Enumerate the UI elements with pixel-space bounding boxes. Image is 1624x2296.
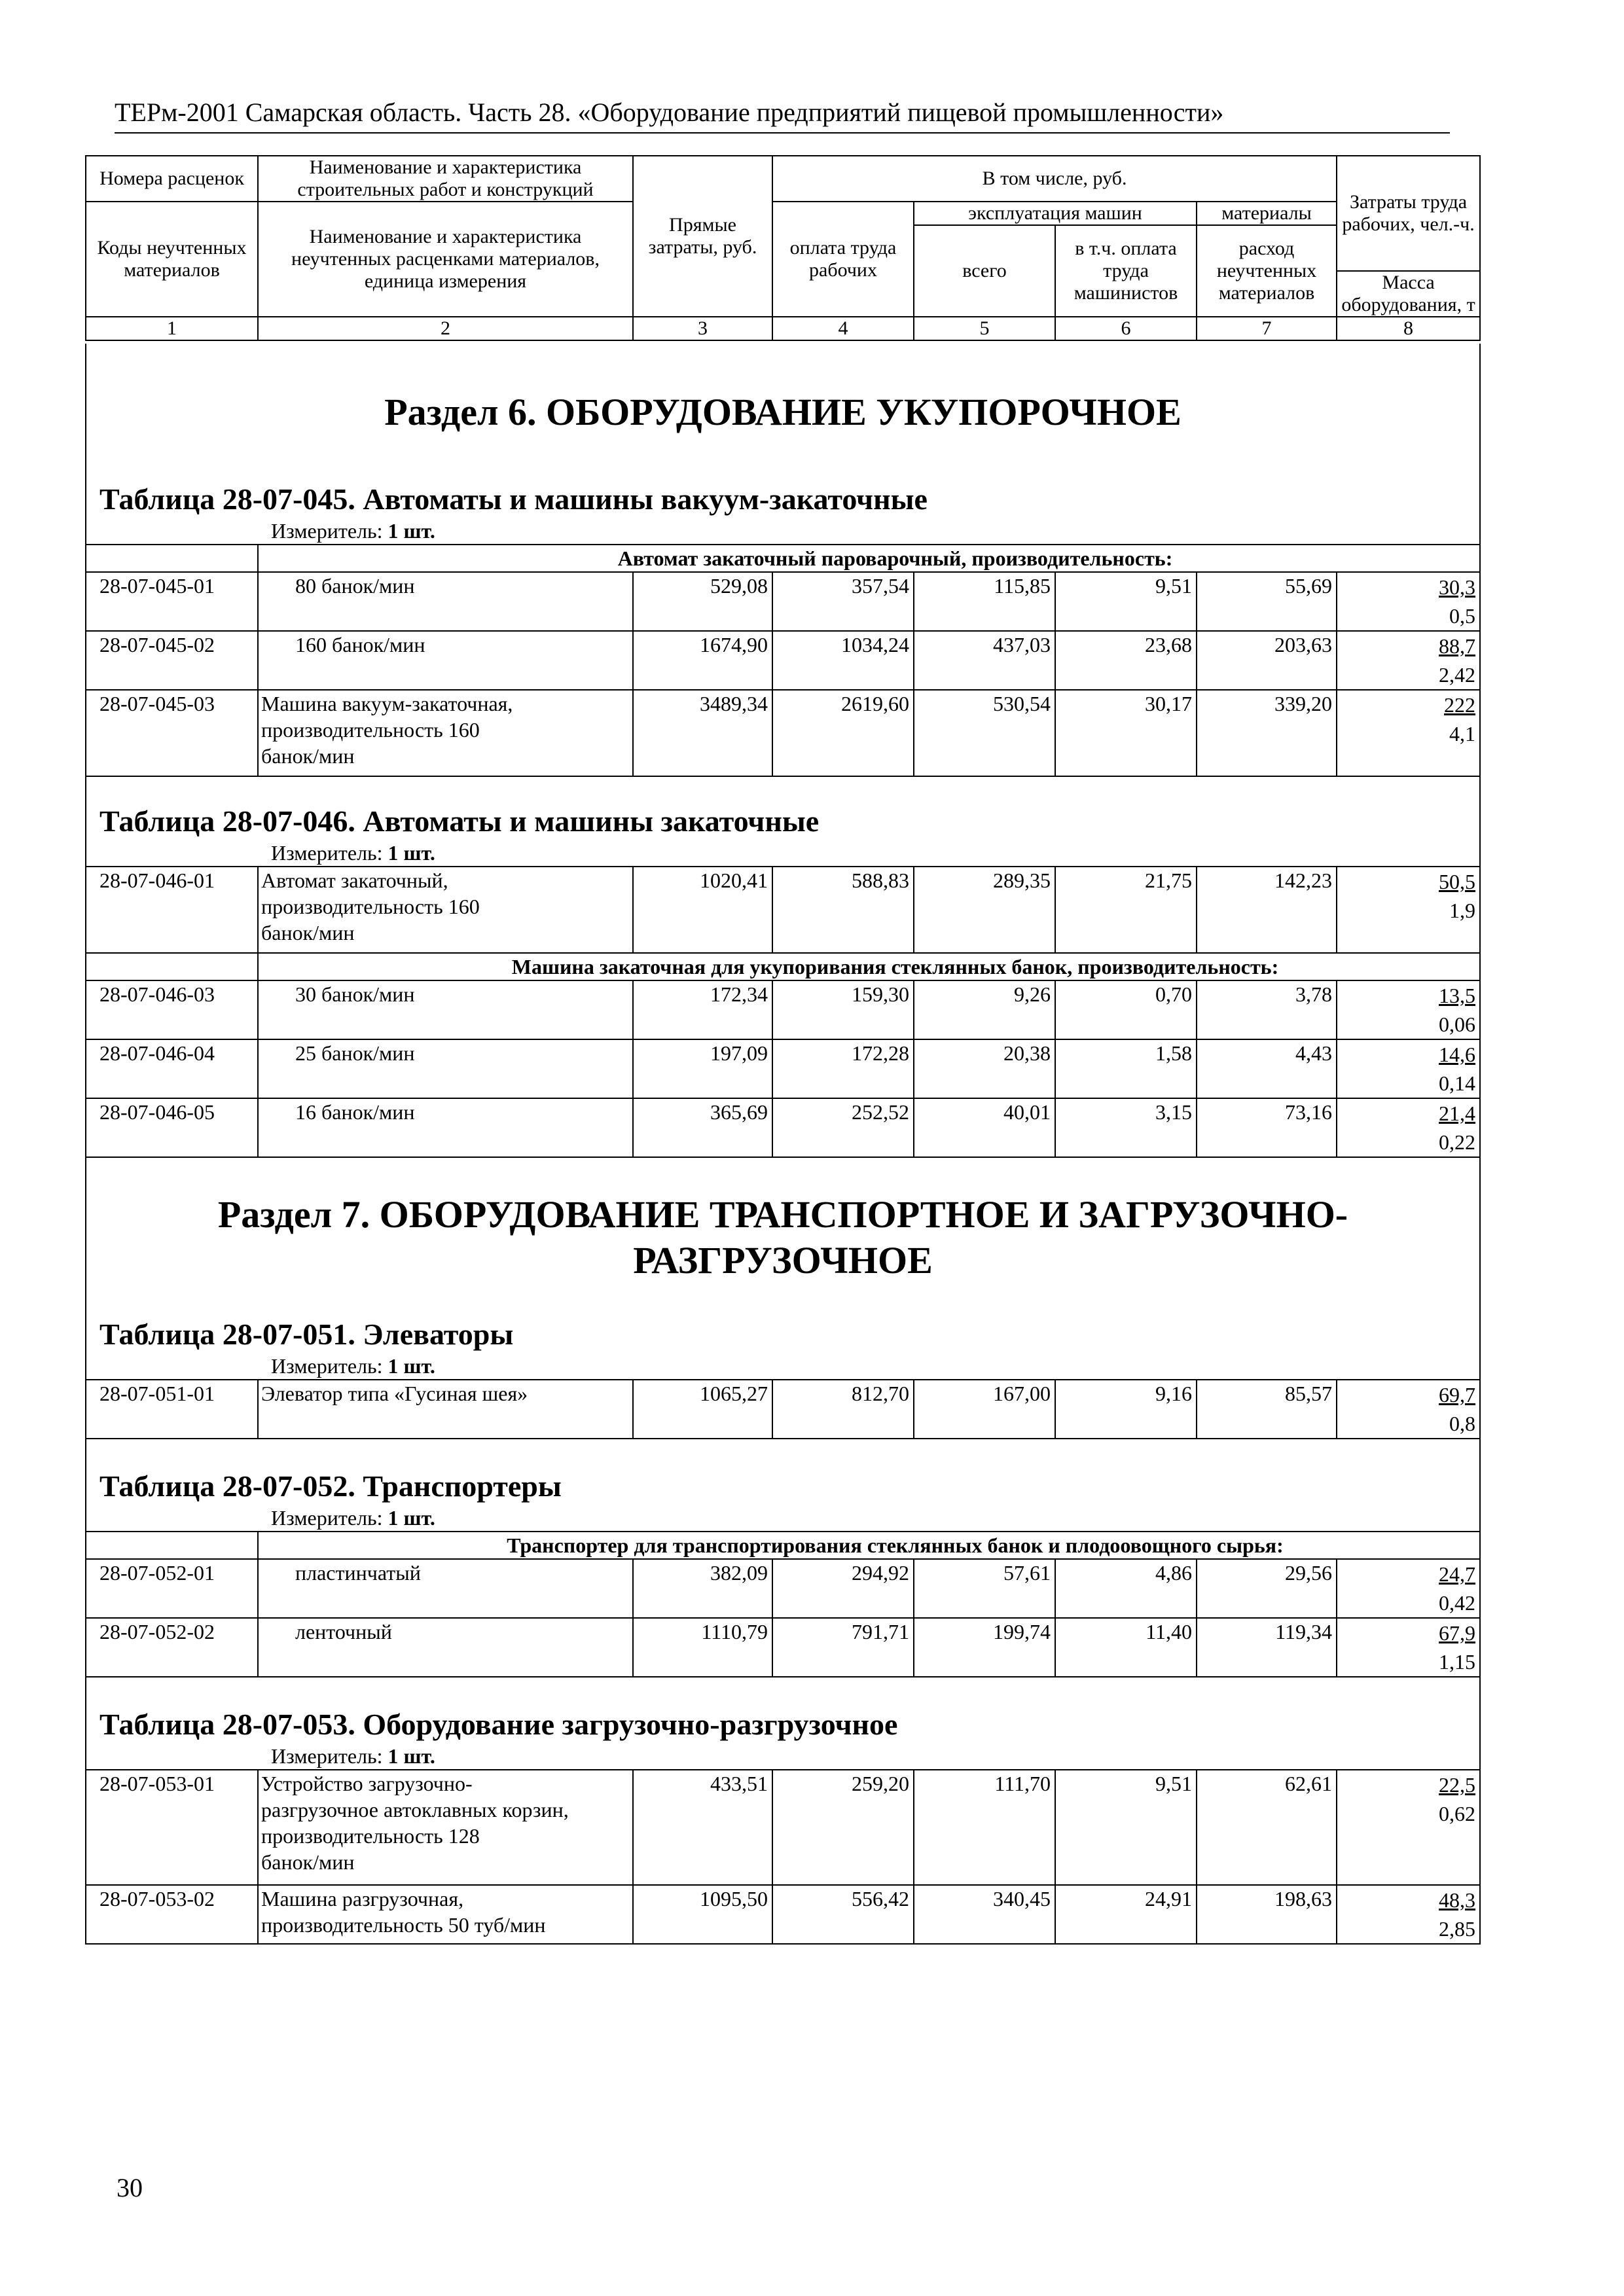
header-labor-costs: Затраты труда рабочих, чел.-ч. [1337,156,1480,271]
header-material-name: Наименование и характеристика неучтенных расценками материалов, единица измерения [258,202,633,317]
column-header-table [85,155,1481,341]
running-head: ТЕРм-2001 Самарская область. Часть 28. «Оборудование предприятий пищевой промышленности» [115,98,1224,127]
section-7-title: Раздел 7. ОБОРУДОВАНИЕ ТРАНСПОРТНОЕ И ЗАГРУЗОЧНО- РАЗГРУЗОЧНОЕ [86,1192,1480,1283]
table-row: 28-07-046-03 30 банок/мин 172,34 159,30 9,26 0,70 3,78 13,5 0,06 [86,980,1480,1039]
table-045-group: Автомат закаточный пароварочный, производительность: [258,545,1480,572]
table-row: 28-07-046-05 16 банок/мин 365,69 252,52 40,01 3,15 73,16 21,4 0,22 [86,1098,1480,1157]
table-row: 28-07-045-01 80 банок/мин 529,08 357,54 115,85 9,51 55,69 30,3 0,5 [86,572,1480,631]
table-046-group: Машина закаточная для укупоривания стеклянных банок, производительность: [258,953,1480,980]
col-num-6: 6 [1055,317,1197,340]
header-materials-consumption: расход неучтенных материалов [1197,225,1337,317]
header-direct-costs: Прямые затраты, руб. [633,156,772,317]
section-6-title: Раздел 6. ОБОРУДОВАНИЕ УКУПОРОЧНОЕ [86,389,1480,435]
col-num-8: 8 [1337,317,1480,340]
rates-table [85,344,1481,1945]
col-num-1: 1 [86,317,258,340]
table-row: 28-07-046-01 Автомат закаточный, производительность 160 банок/мин 1020,41 588,83 289,35 21,75 142,23 50,5 1,9 [86,867,1480,953]
table-046-meter: Измеритель: 1 шт. [86,840,1480,867]
table-row: 28-07-045-02 160 банок/мин 1674,90 1034,24 437,03 23,68 203,63 88,7 2,42 [86,631,1480,690]
header-machines-total: всего [914,225,1055,317]
page-number: 30 [117,2173,143,2202]
header-material-codes: Коды неучтенных материалов [86,202,258,317]
table-045-title: Таблица 28-07-045. Автоматы и машины вакуум-закаточные [86,481,1480,518]
col-num-4: 4 [772,317,914,340]
header-work-name: Наименование и характеристика строительных работ и конструкций [258,156,633,202]
table-045-meter: Измеритель: 1 шт. [86,518,1480,545]
col-num-3: 3 [633,317,772,340]
table-052-meter: Измеритель: 1 шт. [86,1505,1480,1532]
table-053-title: Таблица 28-07-053. Оборудование загрузочно-разгрузочное [86,1706,1480,1743]
col-num-2: 2 [258,317,633,340]
header-rate-numbers: Номера расценок [86,156,258,202]
table-051-title: Таблица 28-07-051. Элеваторы [86,1316,1480,1353]
header-machines: эксплуатация машин [914,202,1197,225]
table-053-meter: Измеритель: 1 шт. [86,1743,1480,1770]
table-row: 28-07-053-01 Устройство загрузочно- разгрузочное автоклавных корзин, производительность 128 банок/мин 433,51 259,20 111,70 9,51 62,61 22,5 0,62 [86,1770,1480,1885]
table-052-title: Таблица 28-07-052. Транспортеры [86,1468,1480,1505]
table-row: 28-07-046-04 25 банок/мин 197,09 172,28 20,38 1,58 4,43 14,6 0,14 [86,1039,1480,1098]
table-051-meter: Измеритель: 1 шт. [86,1353,1480,1380]
col-num-5: 5 [914,317,1055,340]
col-num-7: 7 [1197,317,1337,340]
table-row: 28-07-052-01 пластинчатый 382,09 294,92 57,61 4,86 29,56 24,7 0,42 [86,1559,1480,1618]
header-machinist-wages: в т.ч. оплата труда машинистов [1055,225,1197,317]
header-wages: оплата труда рабочих [772,202,914,317]
table-row: 28-07-052-02 ленточный 1110,79 791,71 199,74 11,40 119,34 67,9 1,15 [86,1618,1480,1677]
table-052-group: Транспортер для транспортирования стеклянных банок и плодоовощного сырья: [258,1532,1480,1559]
header-in-that-number: В том числе, руб. [772,156,1337,202]
table-row: 28-07-051-01 Элеватор типа «Гусиная шея» 1065,27 812,70 167,00 9,16 85,57 69,7 0,8 [86,1380,1480,1439]
header-equipment-mass: Масса оборудования, т [1337,271,1480,317]
table-row: 28-07-045-03 Машина вакуум-закаточная, производительность 160 банок/мин 3489,34 2619,60 530,54 30,17 339,20 222 4,1 [86,690,1480,776]
header-rule [115,132,1450,134]
table-046-title: Таблица 28-07-046. Автоматы и машины закаточные [86,803,1480,840]
table-row: 28-07-053-02 Машина разгрузочная, производительность 50 туб/мин 1095,50 556,42 340,45 24,91 198,63 48,3 2,85 [86,1885,1480,1944]
header-materials: материалы [1197,202,1337,225]
